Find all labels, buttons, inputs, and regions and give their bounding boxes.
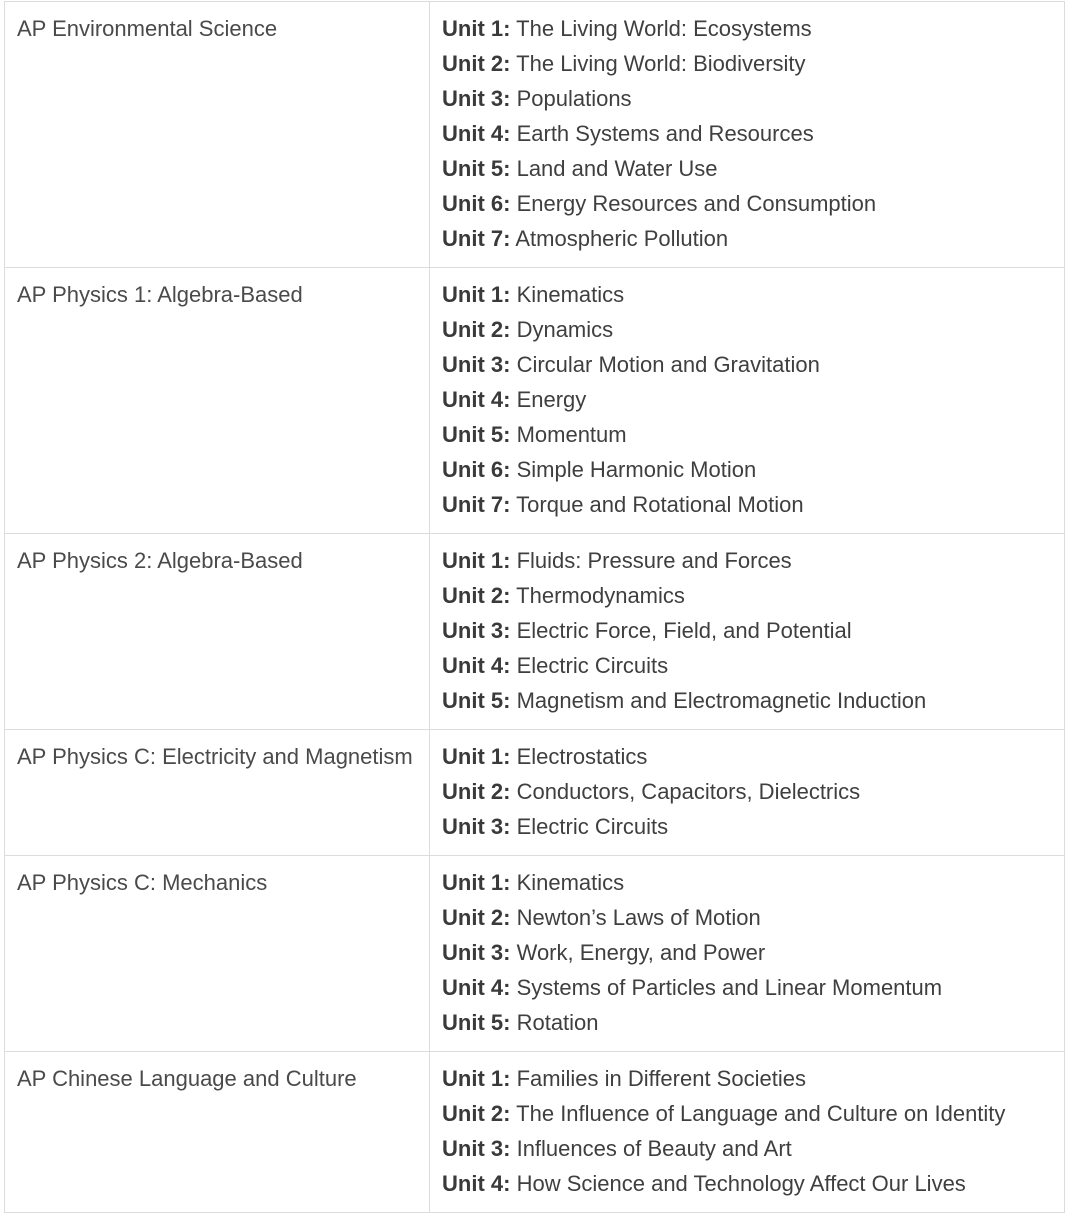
unit-title: Atmospheric Pollution <box>515 226 729 251</box>
table-row <box>5 1052 1065 1213</box>
units-cell <box>430 856 1065 1052</box>
unit-label: Unit 4: <box>442 121 511 146</box>
unit-title: Systems of Particles and Linear Momentum <box>516 975 943 1000</box>
unit-label: Unit 4: <box>442 975 511 1000</box>
unit-item <box>442 1005 1064 1040</box>
course-name-cell <box>5 1052 430 1213</box>
unit-item <box>442 452 1064 487</box>
unit-label: Unit 2: <box>442 317 511 342</box>
unit-title: Simple Harmonic Motion <box>516 457 757 482</box>
course-name: AP Environmental Science <box>17 16 278 41</box>
course-name-cell <box>5 856 430 1052</box>
unit-title: The Influence of Language and Culture on Identity <box>516 1101 1006 1126</box>
unit-label: Unit 1: <box>442 744 511 769</box>
unit-title: Electric Force, Field, and Potential <box>516 618 852 643</box>
unit-label: Unit 5: <box>442 688 511 713</box>
unit-item <box>442 11 1064 46</box>
unit-item <box>442 46 1064 81</box>
units-cell <box>430 268 1065 534</box>
unit-title: The Living World: Biodiversity <box>516 51 806 76</box>
unit-label: Unit 3: <box>442 1136 511 1161</box>
unit-item <box>442 1166 1064 1201</box>
course-name: AP Physics C: Mechanics <box>17 870 268 895</box>
unit-title: Momentum <box>516 422 627 447</box>
unit-item <box>442 865 1064 900</box>
unit-item <box>442 116 1064 151</box>
course-name: AP Physics 1: Algebra-Based <box>17 282 303 307</box>
unit-label: Unit 6: <box>442 457 511 482</box>
unit-title: Energy <box>516 387 587 412</box>
unit-label: Unit 3: <box>442 86 511 111</box>
unit-title: Work, Energy, and Power <box>516 940 766 965</box>
unit-item <box>442 487 1064 522</box>
course-name-cell <box>5 2 430 268</box>
course-name: AP Physics C: Electricity and Magnetism <box>17 744 413 769</box>
units-cell <box>430 730 1065 856</box>
unit-label: Unit 1: <box>442 870 511 895</box>
unit-title: Thermodynamics <box>516 583 685 608</box>
unit-title: Fluids: Pressure and Forces <box>516 548 792 573</box>
table-body <box>5 2 1065 1213</box>
unit-title: Conductors, Capacitors, Dielectrics <box>516 779 861 804</box>
unit-label: Unit 3: <box>442 618 511 643</box>
unit-item <box>442 543 1064 578</box>
unit-title: Energy Resources and Consumption <box>516 191 877 216</box>
unit-item <box>442 277 1064 312</box>
table-row <box>5 856 1065 1052</box>
unit-title: Dynamics <box>516 317 614 342</box>
unit-label: Unit 2: <box>442 51 511 76</box>
unit-item <box>442 347 1064 382</box>
unit-label: Unit 1: <box>442 16 511 41</box>
unit-title: Populations <box>516 86 632 111</box>
unit-item <box>442 935 1064 970</box>
unit-label: Unit 2: <box>442 905 511 930</box>
unit-item <box>442 221 1064 256</box>
unit-item <box>442 648 1064 683</box>
course-name-cell <box>5 730 430 856</box>
unit-title: The Living World: Ecosystems <box>516 16 812 41</box>
course-name: AP Chinese Language and Culture <box>17 1066 357 1091</box>
unit-label: Unit 5: <box>442 156 511 181</box>
unit-item <box>442 578 1064 613</box>
unit-label: Unit 2: <box>442 583 511 608</box>
unit-title: Electric Circuits <box>516 814 669 839</box>
table-row <box>5 534 1065 730</box>
unit-label: Unit 6: <box>442 191 511 216</box>
unit-item <box>442 809 1064 844</box>
unit-title: Torque and Rotational Motion <box>516 492 804 517</box>
course-units-table <box>4 1 1065 1213</box>
unit-title: Kinematics <box>516 870 625 895</box>
unit-label: Unit 4: <box>442 653 511 678</box>
unit-item <box>442 312 1064 347</box>
unit-title: Families in Different Societies <box>516 1066 806 1091</box>
unit-item <box>442 774 1064 809</box>
unit-label: Unit 1: <box>442 548 511 573</box>
unit-item <box>442 417 1064 452</box>
unit-item <box>442 739 1064 774</box>
unit-title: Circular Motion and Gravitation <box>516 352 820 377</box>
unit-label: Unit 1: <box>442 1066 511 1091</box>
course-name-cell <box>5 534 430 730</box>
unit-item <box>442 151 1064 186</box>
unit-label: Unit 3: <box>442 940 511 965</box>
table-row <box>5 730 1065 856</box>
unit-item <box>442 382 1064 417</box>
unit-item <box>442 613 1064 648</box>
unit-item <box>442 81 1064 116</box>
table-row <box>5 2 1065 268</box>
unit-label: Unit 1: <box>442 282 511 307</box>
table-row <box>5 268 1065 534</box>
unit-item <box>442 900 1064 935</box>
unit-label: Unit 7: <box>442 492 511 517</box>
unit-title: Influences of Beauty and Art <box>516 1136 792 1161</box>
unit-title: Electric Circuits <box>516 653 669 678</box>
unit-label: Unit 2: <box>442 779 511 804</box>
units-cell <box>430 534 1065 730</box>
unit-label: Unit 3: <box>442 352 511 377</box>
unit-title: Magnetism and Electromagnetic Induction <box>516 688 927 713</box>
unit-label: Unit 7: <box>442 226 511 251</box>
unit-item <box>442 186 1064 221</box>
unit-label: Unit 5: <box>442 422 511 447</box>
unit-title: Kinematics <box>516 282 625 307</box>
unit-item <box>442 1096 1064 1131</box>
unit-title: How Science and Technology Affect Our Lives <box>516 1171 966 1196</box>
unit-item <box>442 683 1064 718</box>
unit-label: Unit 5: <box>442 1010 511 1035</box>
unit-title: Rotation <box>516 1010 599 1035</box>
units-cell <box>430 2 1065 268</box>
unit-label: Unit 2: <box>442 1101 511 1126</box>
unit-title: Newton’s Laws of Motion <box>516 905 761 930</box>
unit-title: Land and Water Use <box>516 156 718 181</box>
unit-item <box>442 970 1064 1005</box>
unit-title: Earth Systems and Resources <box>516 121 814 146</box>
course-name: AP Physics 2: Algebra-Based <box>17 548 303 573</box>
unit-label: Unit 3: <box>442 814 511 839</box>
unit-label: Unit 4: <box>442 387 511 412</box>
unit-label: Unit 4: <box>442 1171 511 1196</box>
unit-title: Electrostatics <box>516 744 648 769</box>
course-name-cell <box>5 268 430 534</box>
units-cell <box>430 1052 1065 1213</box>
unit-item <box>442 1061 1064 1096</box>
unit-item <box>442 1131 1064 1166</box>
